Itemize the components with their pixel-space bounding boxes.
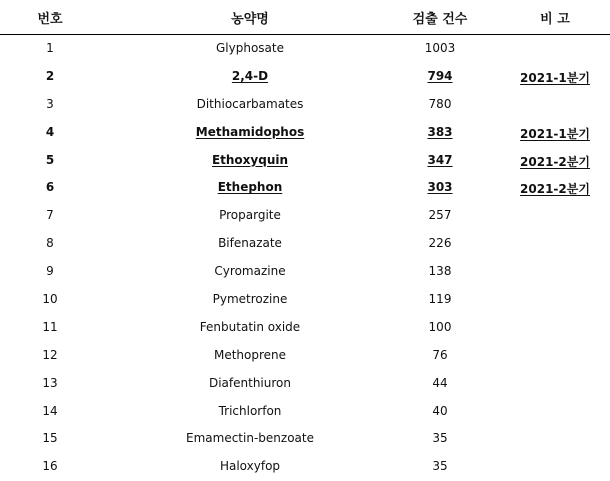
row-pesticide-name: Dithiocarbamates — [196, 96, 304, 111]
row-pesticide-name: 2,4-D — [231, 68, 269, 83]
table-row — [0, 230, 610, 258]
row-remarks: 2021-1분기 — [520, 70, 590, 85]
row-detection-count: 138 — [428, 264, 452, 279]
row-number: 12 — [42, 347, 58, 362]
row-detection-count: 347 — [427, 152, 453, 167]
row-number: 2 — [45, 68, 55, 83]
row-pesticide-name: Glyphosate — [216, 41, 284, 55]
table-row — [0, 370, 610, 398]
table-row — [0, 286, 610, 314]
row-number: 15 — [42, 431, 58, 446]
table-row — [0, 314, 610, 342]
row-pesticide-name: Emamectin-benzoate — [186, 431, 314, 446]
row-pesticide-name: Methamidophos — [195, 124, 305, 139]
row-number: 10 — [42, 292, 58, 307]
row-pesticide-name: Methoprene — [213, 347, 287, 362]
row-detection-count: 35 — [432, 431, 448, 446]
header-detection-count: 검출 건수 — [412, 12, 468, 27]
header-number: 번호 — [37, 12, 63, 27]
row-number: 8 — [46, 236, 54, 251]
row-detection-count: 383 — [427, 124, 453, 139]
row-pesticide-name: Cyromazine — [214, 264, 286, 279]
row-number: 3 — [46, 96, 54, 111]
table-row — [0, 342, 610, 370]
table-row — [0, 119, 610, 147]
table-row — [0, 398, 610, 426]
row-number: 11 — [42, 319, 58, 334]
row-number: 14 — [42, 403, 58, 418]
row-number: 6 — [45, 180, 55, 195]
table-row — [0, 91, 610, 119]
row-detection-count: 44 — [432, 375, 448, 390]
header-remarks: 비 고 — [540, 12, 570, 27]
row-number: 5 — [45, 152, 55, 167]
table-row — [0, 63, 610, 91]
row-detection-count: 76 — [432, 347, 448, 362]
row-number: 16 — [42, 459, 58, 474]
row-detection-count: 226 — [428, 236, 452, 251]
table-header-row — [0, 0, 610, 35]
row-number: 13 — [42, 375, 58, 390]
table-row — [0, 425, 610, 453]
table-row — [0, 258, 610, 286]
row-pesticide-name: Diafenthiuron — [208, 375, 291, 390]
row-number: 4 — [45, 124, 55, 139]
row-pesticide-name: Ethephon — [217, 180, 283, 195]
row-detection-count: 100 — [428, 319, 452, 334]
table-row — [0, 202, 610, 230]
row-remarks: 2021-1분기 — [520, 126, 590, 141]
row-number: 9 — [46, 264, 54, 279]
row-detection-count: 303 — [427, 180, 453, 195]
row-pesticide-name: Fenbutatin oxide — [199, 319, 301, 334]
header-pesticide-name: 농약명 — [231, 12, 269, 27]
row-pesticide-name: Bifenazate — [218, 236, 282, 251]
table-row — [0, 35, 610, 63]
row-detection-count: 35 — [432, 459, 448, 474]
row-pesticide-name: Propargite — [219, 208, 281, 223]
row-detection-count: 40 — [432, 403, 448, 418]
row-pesticide-name: Ethoxyquin — [211, 152, 289, 167]
table-row — [0, 147, 610, 175]
row-pesticide-name: Haloxyfop — [219, 459, 281, 474]
row-detection-count: 257 — [428, 208, 452, 223]
table-row — [0, 174, 610, 202]
row-number: 7 — [46, 208, 54, 223]
row-remarks: 2021-2분기 — [520, 182, 590, 197]
row-detection-count: 119 — [428, 292, 452, 307]
row-remarks: 2021-2분기 — [520, 154, 590, 169]
row-detection-count: 794 — [427, 68, 453, 83]
row-pesticide-name: Pymetrozine — [212, 292, 288, 307]
row-pesticide-name: Trichlorfon — [218, 403, 282, 418]
row-number: 1 — [46, 41, 54, 55]
table-row — [0, 453, 610, 481]
row-detection-count: 1003 — [424, 41, 456, 55]
row-detection-count: 780 — [428, 96, 452, 111]
